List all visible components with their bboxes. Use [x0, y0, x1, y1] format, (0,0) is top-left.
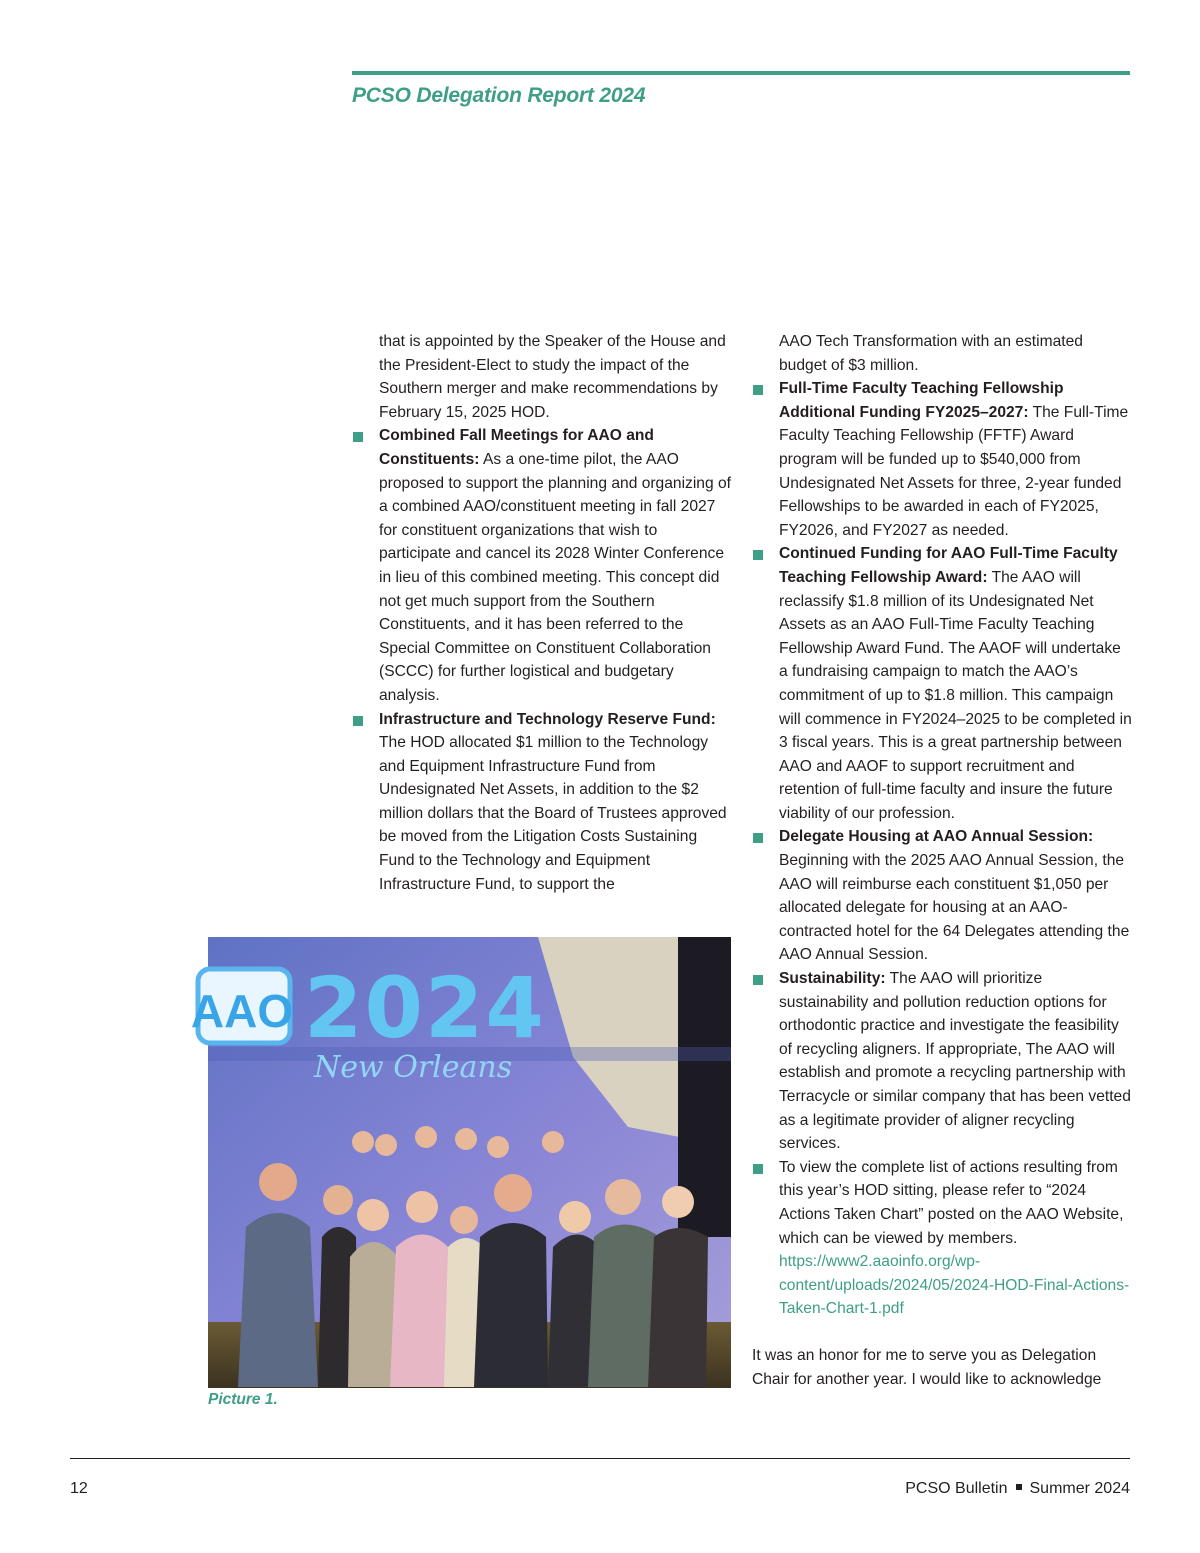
list-item-title: Full-Time Faculty Teaching Fellowship Additional Funding FY2025–2027:	[779, 380, 1064, 421]
list-item	[752, 377, 1132, 542]
list-item-title: Continued Funding for AAO Full-Time Faculty Teaching Fellowship Award:	[779, 545, 1118, 586]
page-number: 12	[70, 1480, 88, 1497]
footer-rule	[70, 1458, 1130, 1459]
list-item-body: The AAO will reclassify $1.8 million of its Undesignated Net Assets as an AAO Full-Time Faculty Teaching Fellowship Award Fund. The AAOF will undertake a fundraising campaign to match the AAO’s commitment of up to $1.8 million. This campaign will commence in FY2024–2025 to be completed in 3 fiscal years. This is a great partnership between AAO and AAOF to support recruitment and retention of full-time faculty and insure the future viability of our profession.	[779, 568, 1132, 822]
list-item-body: To view the complete list of actions resulting from this year’s HOD sitting, please refer to “2024 Actions Taken Chart” posted on the AAO Website, which can be viewed by members.	[779, 1158, 1124, 1247]
actions-chart-link[interactable]: https://www2.aaoinfo.org/wp-content/uploads/2024/05/2024-HOD-Final-Actions-Taken-Chart-1.pdf	[779, 1253, 1130, 1318]
left-column	[352, 330, 732, 896]
footer-publication	[905, 1480, 1130, 1498]
list-item-title: Infrastructure and Technology Reserve Fund:	[379, 710, 716, 728]
square-bullet-icon	[753, 1164, 763, 1174]
header-rule	[352, 71, 1130, 75]
group-photo-illustration	[190, 937, 731, 1388]
list-item	[352, 708, 732, 897]
list-item	[752, 825, 1132, 967]
right-continuation-text: AAO Tech Transformation with an estimated budget of $3 million.	[779, 333, 1083, 374]
photo-caption: Picture 1.	[208, 1391, 278, 1408]
list-item	[752, 1156, 1132, 1321]
left-continuation-text: that is appointed by the Speaker of the House and the President-Elect to study the impact of the Southern merger and make recommendations by February 15, 2025 HOD.	[379, 333, 726, 421]
list-item-title: Delegate Housing at AAO Annual Session:	[779, 828, 1094, 846]
group-photo	[190, 937, 731, 1388]
list-item-body: The AAO will prioritize sustainability and pollution reduction options for orthodontic practice and investigate the feasibility of recycling aligners. If appropriate, The AAO will establish and promote a recycling partnership with Terracycle or similar company that has been vetted as a legitimate provider of aligner recycling services.	[779, 970, 1131, 1153]
list-item	[752, 542, 1132, 825]
square-bullet-icon	[753, 550, 763, 560]
aao-logo	[191, 969, 293, 1043]
publication-issue: Summer 2024	[1029, 1480, 1130, 1497]
square-bullet-icon	[353, 432, 363, 442]
publication-name: PCSO Bulletin	[905, 1480, 1008, 1497]
square-separator-icon	[1016, 1484, 1022, 1490]
list-item-title: Sustainability:	[779, 970, 886, 988]
banner-city: New Orleans	[314, 1050, 513, 1085]
square-bullet-icon	[353, 716, 363, 726]
list-item-title: Combined Fall Meetings for AAO and Constituents:	[379, 427, 654, 468]
list-item-body: Beginning with the 2025 AAO Annual Session, the AAO will reimburse each constituent $1,050 per allocated delegate for housing at an AAO-contracted hotel for the 64 Delegates attending the AAO Annual Session.	[779, 852, 1130, 964]
list-item	[352, 424, 732, 707]
right-column	[752, 330, 1132, 1391]
banner-year: 2024	[304, 959, 546, 1057]
banner-logo-text: AAO	[190, 985, 294, 1037]
list-item	[752, 967, 1132, 1156]
list-item-body: The Full-Time Faculty Teaching Fellowship (FFTF) Award program will be funded up to $540,000 from Undesignated Net Assets for three, 2-year funded Fellowships to be awarded in each of FY2025, FY2026, and FY2027 as needed.	[779, 403, 1129, 539]
list-item-body: The HOD allocated $1 million to the Technology and Equipment Infrastructure Fund from Undesignated Net Assets, in addition to the $2 million dollars that the Board of Trustees approved be moved from the Litigation Costs Sustaining Fund to the Technology and Equipment Infrastructure Fund, to support the	[379, 734, 727, 893]
square-bullet-icon	[753, 385, 763, 395]
page-header-title: PCSO Delegation Report 2024	[352, 84, 646, 107]
list-item-body: As a one-time pilot, the AAO proposed to support the planning and organizing of a combined AAO/constituent meeting in fall 2027 for constituent organizations that wish to participate and cancel its 2028 Winter Conference in lieu of this combined meeting. This concept did not get much support from the Southern Constituents, and it has been referred to the Special Committee on Constituent Collaboration (SCCC) for further logistical and budgetary analysis.	[379, 450, 731, 704]
square-bullet-icon	[753, 833, 763, 843]
square-bullet-icon	[753, 975, 763, 985]
closing-paragraph: It was an honor for me to serve you as Delegation Chair for another year. I would like to acknowledge	[752, 1346, 1102, 1388]
